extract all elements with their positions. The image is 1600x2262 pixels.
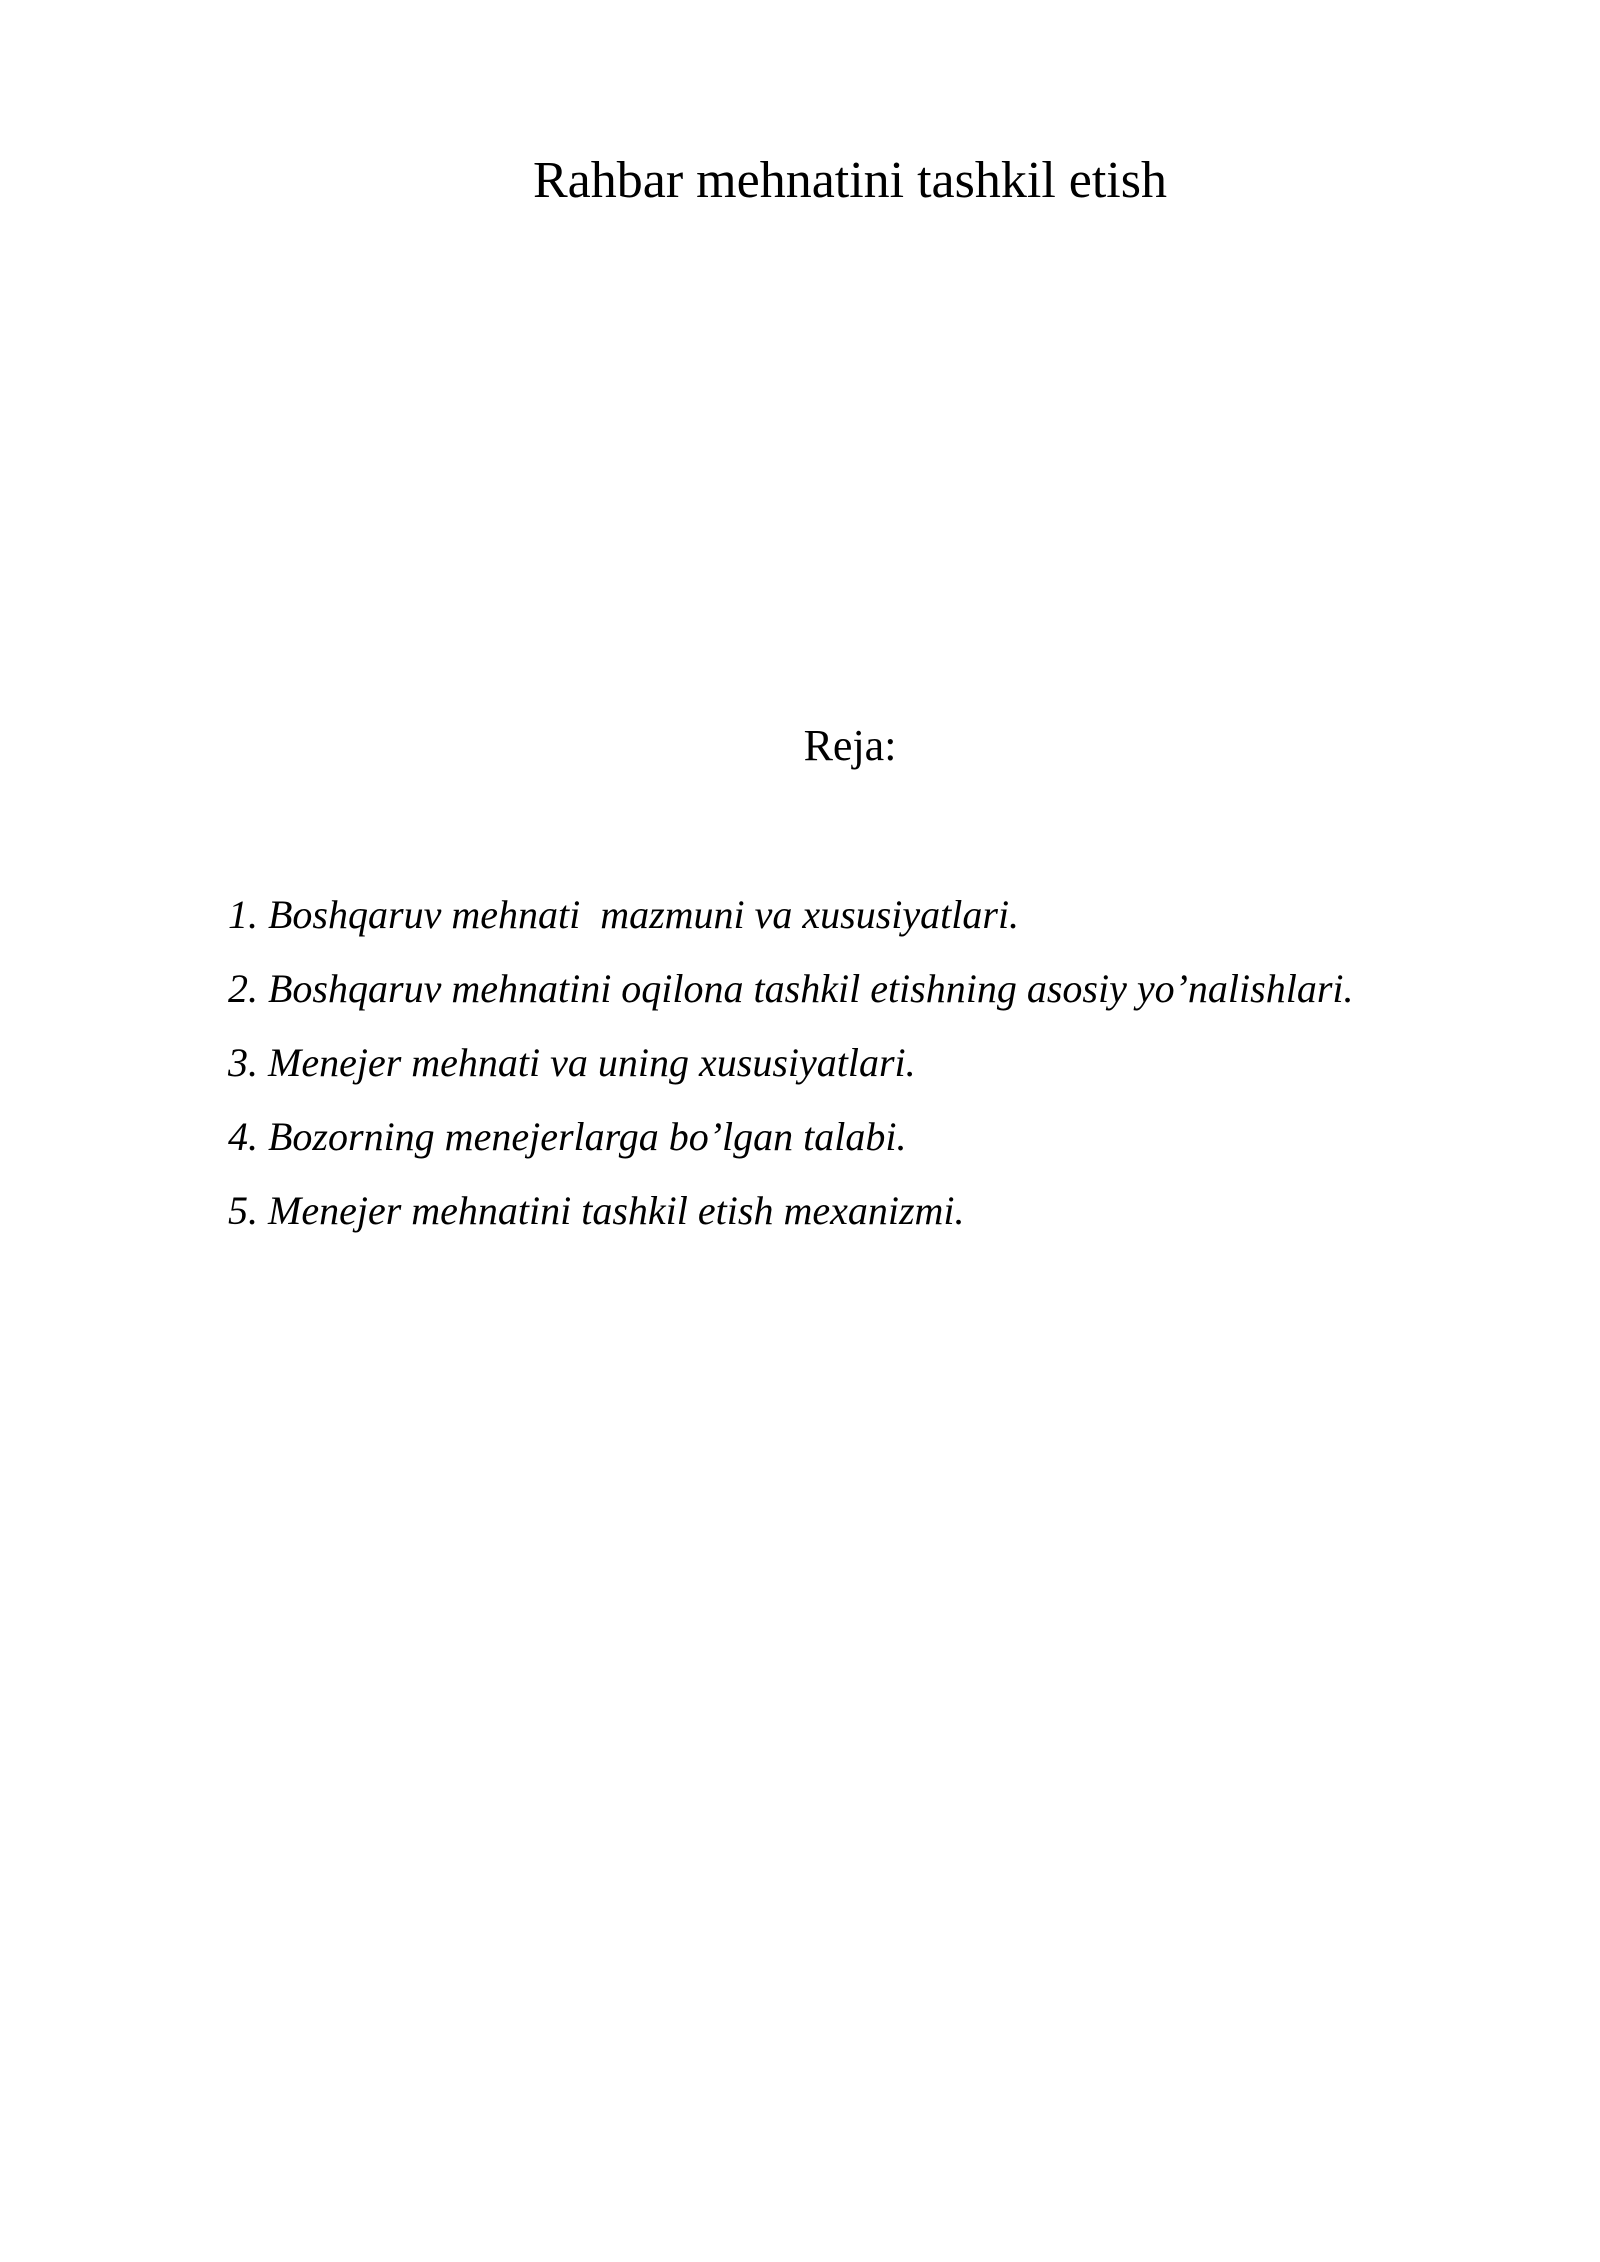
plan-item-5: 5. Menejer mehnatini tashkil etish mexanizmi. bbox=[228, 1188, 965, 1233]
plan-heading: Reja: bbox=[803, 721, 897, 770]
plan-item-4: 4. Bozorning menejerlarga bo’lgan talabi. bbox=[228, 1114, 907, 1159]
plan-list bbox=[228, 878, 1354, 1248]
document-title: Rahbar mehnatini tashkil etish bbox=[533, 152, 1167, 209]
plan-item-2: 2. Boshqaruv mehnatini oqilona tashkil etishning asosiy yo’nalishlari. bbox=[228, 966, 1354, 1011]
plan-item-1: 1. Boshqaruv mehnati mazmuni va xususiyatlari. bbox=[228, 892, 1020, 937]
plan-item-3: 3. Menejer mehnati va uning xususiyatlari. bbox=[228, 1040, 916, 1085]
